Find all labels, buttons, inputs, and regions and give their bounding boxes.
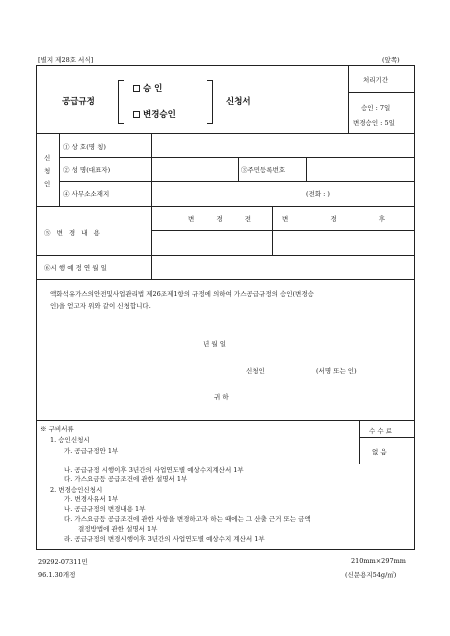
title-prefix: 공급규정	[62, 97, 95, 107]
doc-line-10: 라. 공급규정의 변경시행이후 3년간의 사업연도별 예상수지 계산서 1부	[64, 535, 265, 543]
resident-number-label: ③주민등록번호	[241, 166, 286, 174]
trade-name-label: ① 상 호(명 칭)	[63, 143, 106, 151]
title-suffix: 신청서	[226, 97, 251, 107]
processing-label: 처리기간	[363, 76, 389, 84]
resident-number-field[interactable]	[307, 158, 414, 180]
change-before-field[interactable]	[152, 231, 271, 254]
doc-line-8: 다. 가스요금등 공급조건에 관한 사항을 변경하고자 하는 때에는 그 산출 근거 또는 금액	[64, 515, 311, 523]
doc-line-6: 가. 변경사유서 1부	[64, 495, 119, 503]
footer-paper: (신문용지54g/㎡)	[345, 571, 397, 579]
change-approval-checkbox[interactable]	[133, 111, 140, 118]
doc-line-4: 다. 가스요금등 공급조건에 관한 설명서 1부	[64, 475, 188, 483]
planned-date-label: ⑥시 행 예 정 연 월 일	[44, 264, 107, 272]
option-approval[interactable]: 승 인	[133, 82, 162, 94]
documents-title: ※ 구비서류	[40, 425, 74, 433]
doc-line-3: 나. 공급규정 시행이후 3년간의 사업연도별 예상수지계산서 1부	[64, 466, 244, 474]
approval-checkbox[interactable]	[133, 85, 140, 92]
footer-size: 210mm×297mm	[351, 557, 406, 565]
statement-applicant: 신청인	[246, 367, 265, 375]
option-change[interactable]: 변경승인	[133, 108, 176, 120]
change-section-label: ⑤ 변 경 내 용	[44, 229, 100, 237]
planned-date-field[interactable]	[152, 256, 414, 278]
applicant-signature-field[interactable]	[272, 362, 312, 376]
applicant-label-1: 신	[44, 154, 51, 162]
name-field[interactable]	[152, 158, 237, 180]
statement-signature: (서명 또는 인)	[316, 367, 357, 375]
processing-approval: 승인 : 7일	[361, 104, 391, 112]
statement-date: 년 월 일	[203, 340, 226, 348]
trade-name-field[interactable]	[152, 134, 414, 156]
footer-revision: 96.1.30개정	[38, 571, 76, 579]
fee-label: 수 수 료	[369, 427, 392, 435]
applicant-label-3: 인	[44, 180, 51, 188]
address-label: ④ 사무소소재지	[63, 190, 110, 198]
doc-line-1: 1. 승인신청시	[50, 436, 90, 444]
statement-line-2: 인)을 얻고자 위와 같이 신청합니다.	[50, 302, 151, 310]
phone-label: (전화 : )	[306, 190, 330, 198]
statement-addressee: 귀 하	[214, 393, 229, 401]
statement-line-1: 액화석유가스의안전및사업관리법 제26조제1항의 규정에 의하여 가스공급규정의 승인(변경승	[50, 290, 314, 298]
address-field[interactable]	[152, 182, 414, 205]
change-after-field[interactable]	[273, 231, 414, 254]
applicant-label-2: 청	[44, 167, 51, 175]
processing-change: 변경승인 : 5일	[353, 119, 395, 127]
doc-line-5: 2. 변경승인신청시	[50, 486, 103, 494]
page-side: (앞쪽)	[382, 56, 400, 64]
fee-value: 없 음	[372, 448, 387, 456]
form-number: [별지 제28호 서식]	[38, 56, 94, 64]
change-after-header: 변 경 후	[282, 215, 385, 223]
footer-code: 29292-07311민	[38, 558, 88, 566]
doc-line-7: 나. 공급규정의 변경내용 1부	[64, 505, 146, 513]
name-label: ② 성 명(대표자)	[63, 166, 111, 174]
doc-line-2: 가. 공급규정안 1부	[64, 447, 119, 455]
change-before-header: 변 경 전	[188, 215, 251, 223]
doc-line-9: 결정방법에 관한 설명서 1부	[78, 525, 158, 533]
